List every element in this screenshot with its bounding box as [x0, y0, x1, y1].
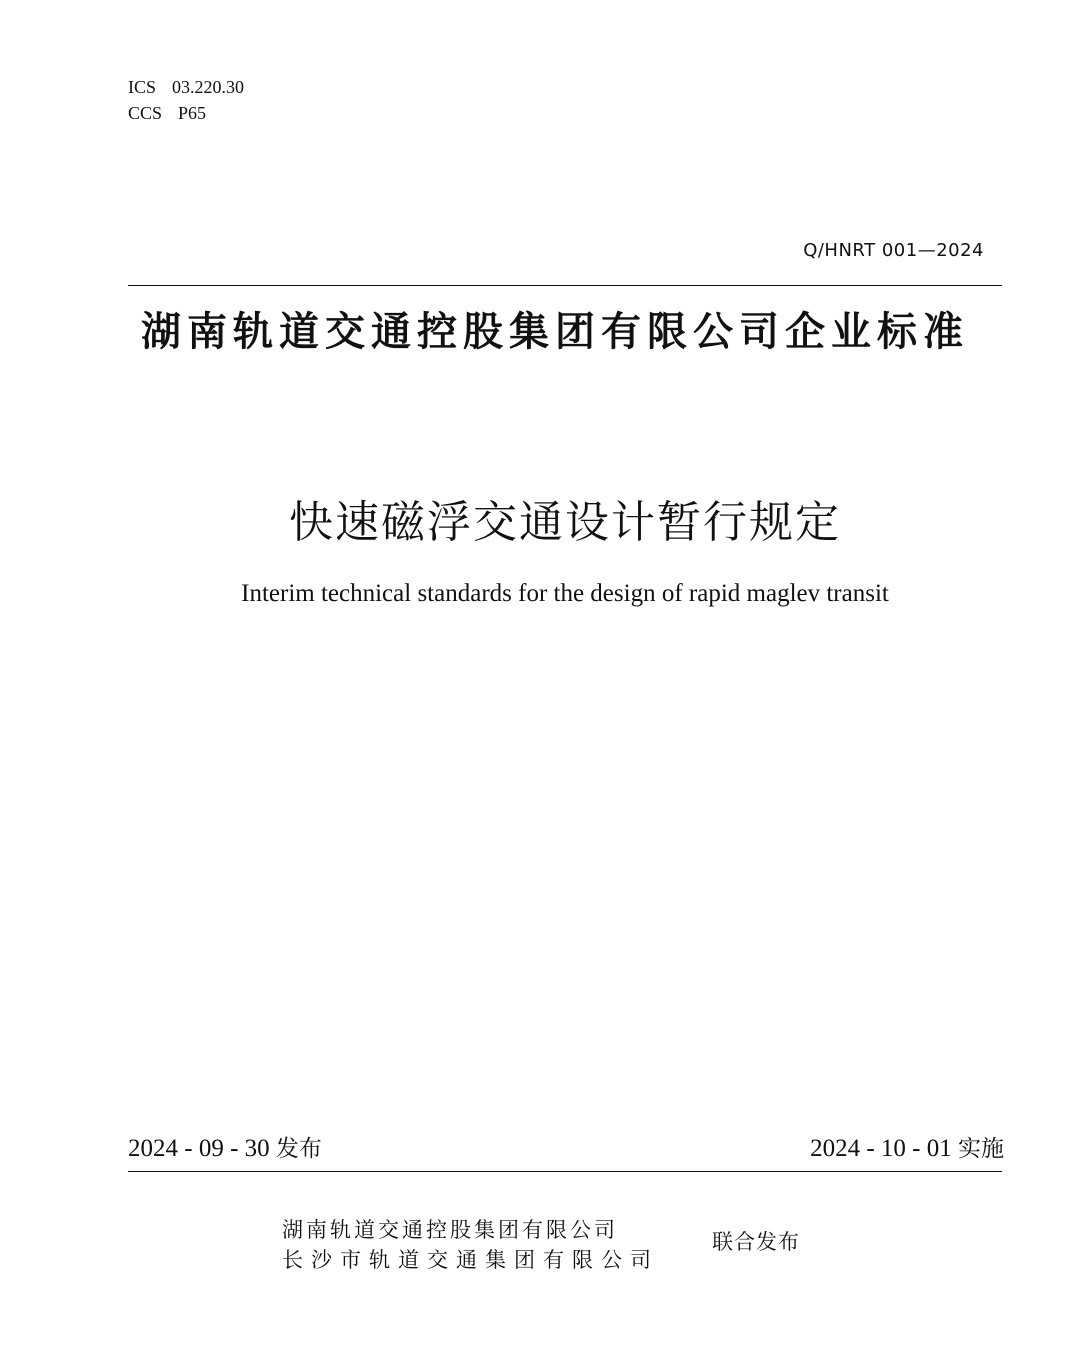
effective-date-line [810, 1130, 1004, 1163]
effective-label: 实施 [958, 1136, 1004, 1162]
ccs-label: CCS [128, 103, 163, 123]
ics-row [128, 74, 244, 100]
ics-value: 03.220.30 [172, 77, 245, 97]
top-divider [128, 285, 1002, 286]
publisher-list [282, 1215, 659, 1275]
ccs-row [128, 100, 244, 126]
publisher-name: 湖南轨道交通控股集团有限公司 [282, 1218, 618, 1242]
document-title-cn: 快速磁浮交通设计暂行规定 [289, 497, 841, 548]
ccs-value: P65 [178, 103, 207, 123]
document-title-en: Interim technical standards for the design of rapid maglev transit [241, 580, 889, 607]
issue-label: 发布 [275, 1136, 322, 1162]
issue-date-line [128, 1130, 322, 1163]
publisher-name: 长沙市轨道交通集团有限公司 [282, 1248, 659, 1272]
enterprise-title: 湖南轨道交通控股集团有限公司企业标准 [141, 309, 969, 355]
classification-codes [128, 74, 244, 126]
standard-number: Q/HNRT 001—2024 [803, 240, 984, 261]
issue-date: 2024 - 09 - 30 [128, 1135, 270, 1162]
effective-date: 2024 - 10 - 01 [810, 1135, 952, 1162]
joint-release-label: 联合发布 [712, 1230, 800, 1254]
bottom-divider [128, 1171, 1002, 1172]
ics-label: ICS [128, 77, 157, 97]
